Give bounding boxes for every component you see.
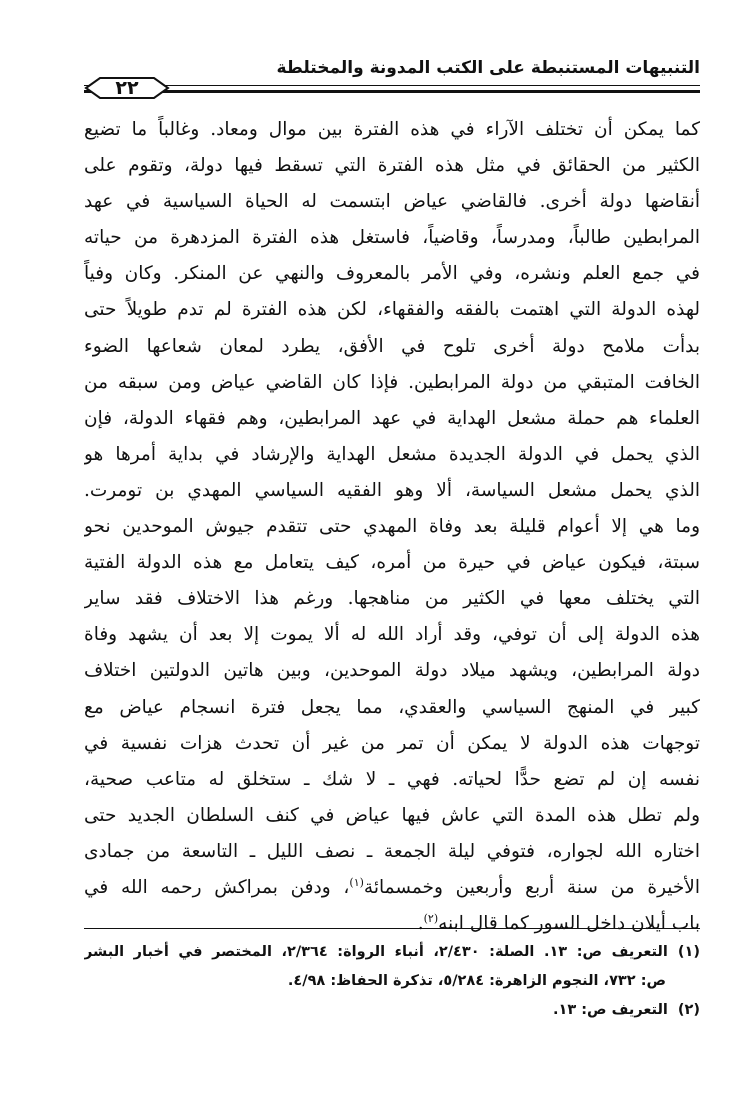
text-line: التي يختلف معها في الكثير من مناهجها. ورغم هذا الاختلاف فقد ساير — [84, 588, 700, 610]
page-number-frame — [84, 75, 170, 101]
text-line: أنقاضها دولة أخرى. فالقاضي عياض ابتسمت له الحياة السياسية في عهد — [84, 191, 700, 213]
text-line: الكثير من الحقائق في مثل هذه الفترة التي تسقط فيها دولة، وتقوم على — [84, 155, 700, 177]
text-line: سبتة، فيكون عياض في حيرة من أمره، كيف يتعامل مع هذه الدولة الفتية — [84, 552, 700, 574]
text-segment: باب أيلان داخل السور كما قال ابنه — [438, 913, 700, 935]
page-number: ٢٢ — [115, 77, 139, 99]
text-line: بدأت ملامح دولة أخرى تلوح في الأفق، يطرد لمعان شعاعها الضوء — [84, 335, 700, 357]
text-segment: . — [417, 913, 424, 935]
footnote-2 — [84, 996, 700, 1025]
header-rule-thin — [84, 85, 700, 86]
text-segment: الأخيرة من سنة أربع وأربعين وخمسمائة — [363, 876, 700, 898]
running-title: التنبيهات المستنبطة على الكتب المدونة والمختلطة — [276, 58, 700, 78]
text-line: الخافت المتبقي من دولة المرابطين. فإذا كان القاضي عياض ومن سبقه من — [84, 371, 700, 393]
footnote-1 — [84, 938, 700, 967]
footnote-text: التعريف ص: ١٣. — [552, 1002, 668, 1018]
page-header — [84, 50, 700, 100]
text-line: في جمع العلم ونشره، وفي الأمر بالمعروف والنهي عن المنكر. وكان وفياً — [84, 263, 700, 285]
text-line: كبير في المنهج السياسي والعقدي، مما يجعل فترة انسجام عياض مع — [84, 696, 700, 718]
text-line: توجهات هذه الدولة لا يمكن أن تمر من غير أن تحدث هزات نفسية في — [84, 732, 700, 754]
text-line: دولة المرابطين، ويشهد ميلاد دولة الموحدين، وبين هاتين الدولتين اختلاف — [84, 660, 700, 682]
text-line-with-note — [84, 870, 700, 906]
text-line: اختاره الله لجواره، فتوفي ليلة الجمعة ـ نصف الليل ـ التاسعة من جمادى — [84, 840, 700, 862]
text-line: كما يمكن أن تختلف الآراء في هذه الفترة بين موال ومعاد. وغالباً ما تضيع — [84, 119, 700, 140]
body-text — [84, 112, 700, 942]
text-line: هذه الدولة إلى أن توفي، وقد أراد الله له ألا يموت إلا بعد أن يشهد وفاة — [84, 624, 700, 646]
text-line: نفسه إن لم تضع حدًّا لحياته. فهي ـ لا شك ـ ستخلق له متاعب صحية، — [84, 768, 700, 790]
footnote-text: التعريف ص: ١٣. الصلة: ٢/٤٣٠، أنباء الرواة: ٢/٣٦٤، المختصر في أخبار البشر — [84, 944, 668, 960]
footnotes — [84, 938, 700, 1025]
text-line: ولم تطل هذه المدة التي عاش فيها عياض في كنف السلطان الجديد حتى — [84, 804, 700, 826]
text-line: المرابطين طالباً، ومدرساً، وقاضياً، فاستغل هذه الفترة المزدهرة من حياته — [84, 227, 700, 249]
footnote-number: (١) — [677, 944, 700, 960]
text-line: لهذه الدولة التي اهتمت بالفقه والفقهاء، لكن هذه الفترة لم تدم طويلاً حتى — [84, 299, 700, 321]
text-line: الذي يحمل مشعل السياسة، ألا وهو الفقيه السياسي المهدي بن تومرت. — [84, 479, 700, 501]
footnote-separator — [84, 928, 700, 929]
text-line-with-note — [84, 906, 700, 942]
text-line: الذي يحمل في الدولة الجديدة مشعل الهداية والإرشاد في بداية أمرها هو — [84, 443, 700, 465]
footnote-ref-1[interactable]: (١) — [349, 875, 364, 889]
text-line: وما هي إلا أعوام قليلة بعد وفاة المهدي حتى تتقدم جيوش الموحدين نحو — [84, 516, 700, 538]
footnote-1-continued: ص: ٧٣٢، النجوم الزاهرة: ٥/٢٨٤، تذكرة الحفاظ: ٤/٩٨. — [287, 973, 666, 989]
text-line: العلماء هم حملة مشعل الهداية في عهد المرابطين، وهم فقهاء الدولة، فإن — [84, 407, 700, 429]
header-rule-thick — [84, 90, 700, 93]
footnote-number: (٢) — [677, 1002, 700, 1018]
footnote-ref-2[interactable]: (٢) — [423, 911, 439, 925]
text-segment: ، ودفن بمراكش رحمه الله في — [84, 876, 350, 898]
